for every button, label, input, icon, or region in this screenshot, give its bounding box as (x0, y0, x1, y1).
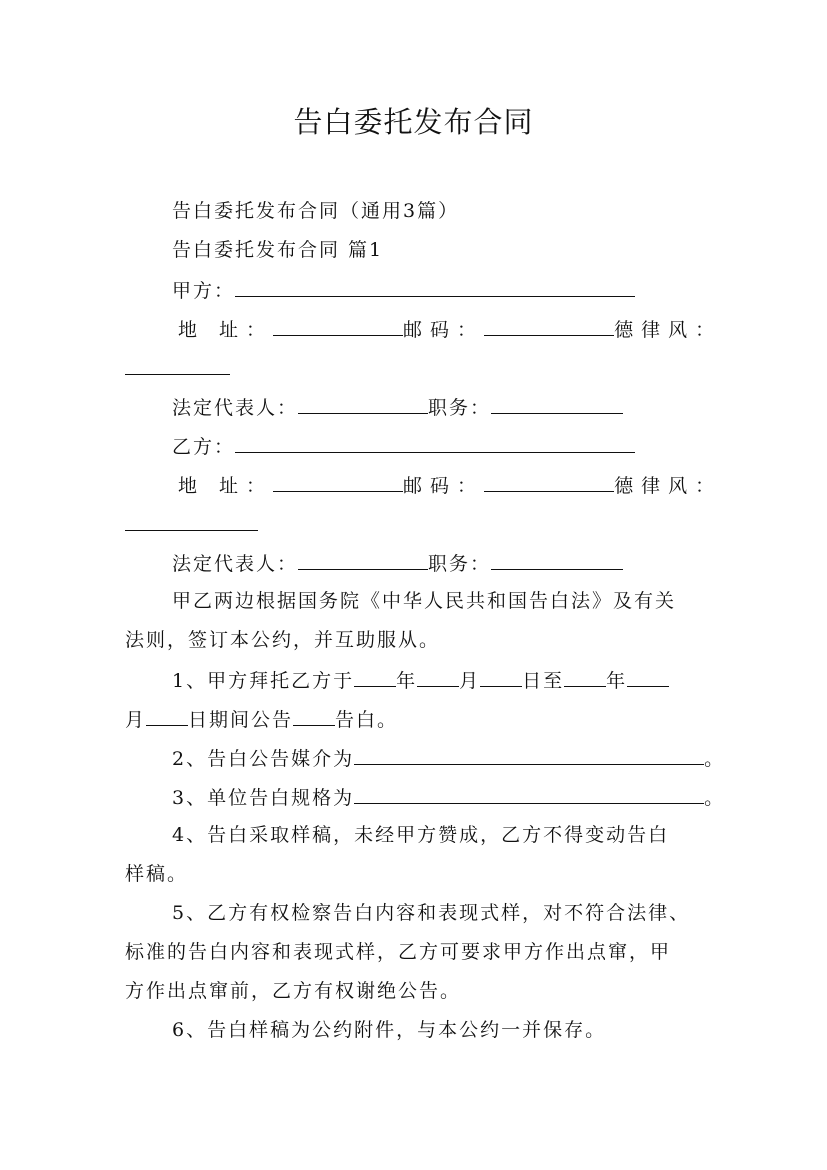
year-label: 年 (396, 670, 418, 692)
count-blank (293, 705, 335, 726)
fax-blank (125, 354, 230, 375)
clause-1-line (125, 705, 398, 733)
position-blank (491, 549, 623, 570)
position-label: 职务： (428, 397, 492, 419)
fax-label: 德律风： (614, 319, 723, 341)
month-blank (417, 666, 459, 687)
clause-1-line (172, 666, 669, 694)
section-heading: 告白委托发布合同 篇1 (172, 239, 384, 261)
clause-1-text: 1、甲方拜托乙方于 (172, 670, 355, 692)
clause-1-text: 日期间公告 (188, 709, 294, 731)
legal-rep-blank (298, 549, 428, 570)
postcode-blank (484, 471, 614, 492)
clause-5-line: 标准的告白内容和表现式样，乙方可要求甲方作出点窜，甲 (125, 941, 672, 963)
fax-continuation (125, 354, 230, 382)
clause-1-tail: 告白。 (335, 709, 399, 731)
intro-paragraph-line: 法则，签订本公约，并互助服从。 (125, 629, 441, 651)
clause-4-line: 样稿。 (125, 863, 189, 885)
clause-5-line: 5、乙方有权检察告白内容和表现式样，对不符合法律、 (172, 902, 691, 924)
fax-blank (125, 510, 258, 531)
address-blank (273, 471, 403, 492)
period: 。 (704, 748, 726, 770)
day-blank (480, 666, 522, 687)
postcode-label: 邮码： (403, 319, 485, 341)
period: 。 (704, 787, 726, 809)
address-blank (273, 315, 403, 336)
clause-4-line: 4、告白采取样稿，未经甲方赞成，乙方不得变动告白 (172, 824, 670, 846)
month-label: 月 (125, 709, 147, 731)
intro-paragraph-line: 甲乙两边根据国务院《中华人民共和国告白法》及有关 (172, 590, 677, 612)
spec-blank (354, 783, 704, 804)
postcode-label: 邮码： (403, 475, 485, 497)
fax-label: 德律风： (614, 475, 723, 497)
party-a-address-line (178, 315, 722, 343)
year-blank (354, 666, 396, 687)
party-a-blank (235, 276, 635, 297)
postcode-blank (484, 315, 614, 336)
month-blank (627, 666, 669, 687)
party-a-rep-line (172, 393, 623, 421)
year-label: 年 (606, 670, 628, 692)
clause-6-line: 6、告白样稿为公约附件，与本公约一并保存。 (172, 1019, 607, 1041)
legal-rep-label: 法定代表人： (172, 397, 299, 419)
party-b-rep-line (172, 549, 623, 577)
address-label: 地 址： (178, 475, 274, 497)
year-blank (564, 666, 606, 687)
subtitle-line: 告白委托发布合同（通用3篇） (172, 200, 460, 222)
media-blank (354, 744, 704, 765)
clause-2-line (172, 744, 725, 772)
month-label: 月 (459, 670, 481, 692)
position-blank (491, 393, 623, 414)
fax-continuation (125, 510, 258, 538)
party-a-label: 甲方： (172, 280, 236, 302)
legal-rep-blank (298, 393, 428, 414)
position-label: 职务： (428, 553, 492, 575)
day-blank (146, 705, 188, 726)
clause-3-line (172, 783, 725, 811)
party-b-line (172, 432, 635, 460)
party-a-line (172, 276, 635, 304)
document-title: 告白委托发布合同 (293, 105, 534, 139)
legal-rep-label: 法定代表人： (172, 553, 299, 575)
party-b-address-line (178, 471, 722, 499)
party-b-blank (235, 432, 635, 453)
party-b-label: 乙方： (172, 436, 236, 458)
clause-2-text: 2、告白公告媒介为 (172, 748, 355, 770)
address-label: 地 址： (178, 319, 274, 341)
day-to-label: 日至 (522, 670, 565, 692)
clause-5-line: 方作出点窜前，乙方有权谢绝公告。 (125, 980, 462, 1002)
clause-3-text: 3、单位告白规格为 (172, 787, 355, 809)
